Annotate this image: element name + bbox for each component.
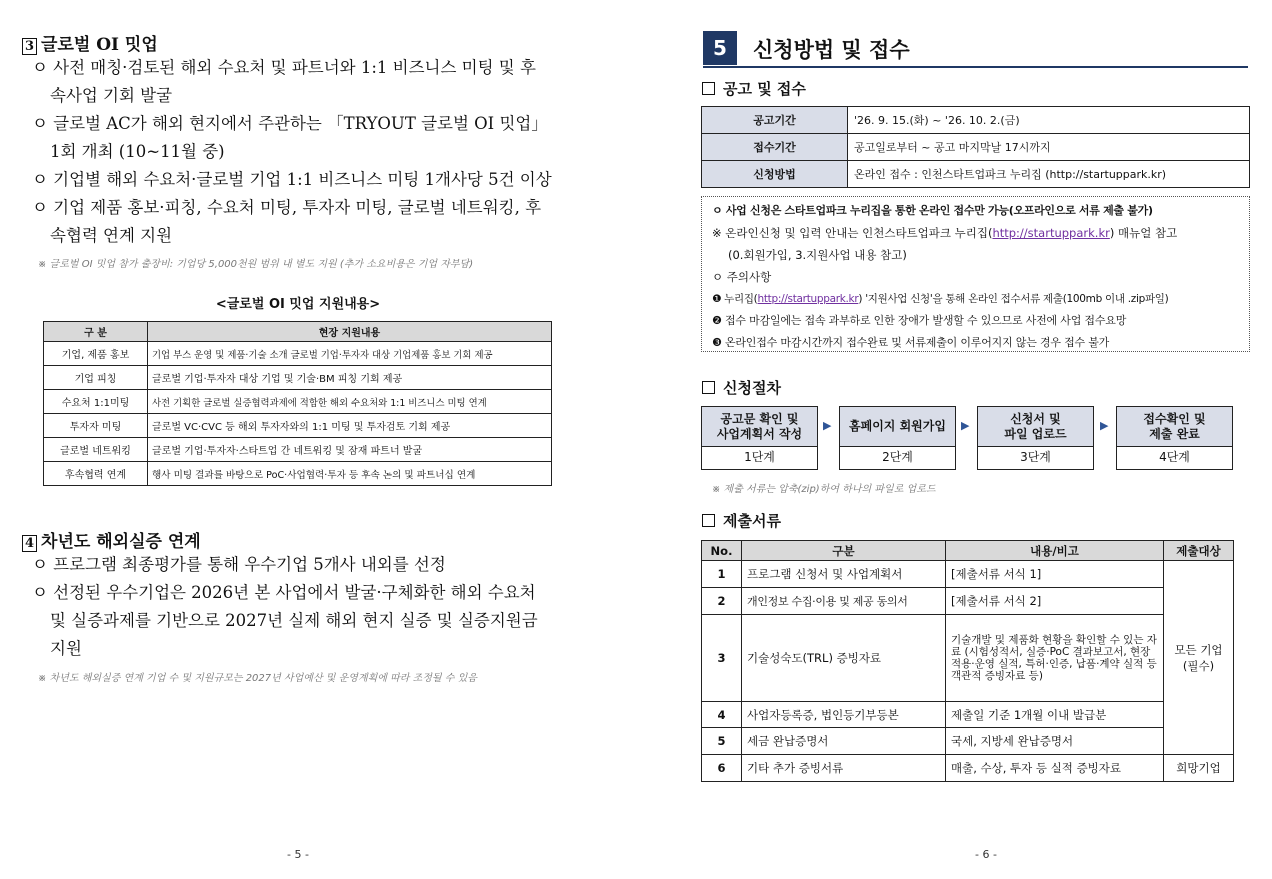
table-cell: 기업, 제품 홍보 bbox=[44, 342, 148, 366]
step-label: 3단계 bbox=[1020, 450, 1051, 464]
table-row bbox=[44, 366, 552, 390]
documents-heading-text: 제출서류 bbox=[723, 512, 781, 530]
section-4-title: 차년도 해외실증 연계 bbox=[41, 532, 201, 552]
row-note: 제출일 기준 1개월 이내 발급분 bbox=[946, 702, 1164, 728]
section-3-number: 3 bbox=[22, 38, 37, 55]
page-number: - 6 - bbox=[975, 848, 997, 861]
step-label: 2단계 bbox=[882, 450, 913, 464]
step-title bbox=[1117, 407, 1232, 447]
bullet-item-cont: 지원 bbox=[50, 639, 82, 658]
info-text: ❶ 누리집( bbox=[712, 293, 758, 305]
notice-heading bbox=[702, 78, 806, 99]
documents-table bbox=[701, 540, 1234, 782]
right-page bbox=[636, 0, 1272, 879]
table-row bbox=[702, 107, 1250, 134]
table-cell: 글로벌 기업·투자자·스타트업 간 네트워킹 및 잠재 파트너 발굴 bbox=[148, 438, 552, 462]
bullet-item-cont: 1회 개최 (10~11월 중) bbox=[50, 142, 225, 161]
chapter-title-underline bbox=[703, 66, 1248, 68]
support-table-title: <글로벌 OI 밋업 지원내용> bbox=[215, 297, 381, 312]
row-value: 공고일로부터 ~ 공고 마지막날 17시까지 bbox=[848, 134, 1250, 161]
row-target bbox=[1164, 561, 1234, 755]
arrow-right-icon: ▶ bbox=[1100, 419, 1109, 432]
row-label: 신청방법 bbox=[702, 161, 848, 188]
info-text: ) 매뉴얼 참고 bbox=[1109, 226, 1178, 240]
table-cell: 후속협력 연계 bbox=[44, 462, 148, 486]
row-note: [제출서류 서식 2] bbox=[946, 588, 1164, 615]
info-line bbox=[712, 222, 1239, 244]
row-label: 접수기간 bbox=[702, 134, 848, 161]
table-cell: 기업 부스 운영 및 제품·기술 소개 글로벌 기업·투자자 대상 기업제품 홍보 기회 제공 bbox=[148, 342, 552, 366]
notice-table bbox=[701, 106, 1250, 188]
row-note: 국세, 지방세 완납증명서 bbox=[946, 728, 1164, 755]
info-text: ※ 온라인신청 및 입력 안내는 인천스타트업파크 누리집( bbox=[712, 226, 993, 240]
step-title bbox=[978, 407, 1093, 447]
row-category: 기타 추가 증빙서류 bbox=[742, 755, 946, 782]
bullet-item: ㅇ 프로그램 최종평가를 통해 우수기업 5개사 내외를 선정 bbox=[32, 555, 446, 574]
row-value: '26. 9. 15.(화) ~ '26. 10. 2.(금) bbox=[848, 107, 1250, 134]
table-row bbox=[44, 342, 552, 366]
target-text: (필수) bbox=[1182, 658, 1215, 673]
step-title-line: 접수확인 및 bbox=[1143, 411, 1206, 426]
table-row bbox=[702, 561, 1234, 588]
checkbox-icon bbox=[702, 381, 715, 394]
step-title-line: 파일 업로드 bbox=[1004, 426, 1067, 441]
table-header-row bbox=[44, 322, 552, 342]
table-row bbox=[702, 755, 1234, 782]
section-4-number: 4 bbox=[22, 535, 37, 552]
step-label: 4단계 bbox=[1159, 450, 1190, 464]
procedure-note: ※ 제출 서류는 압축(zip)하여 하나의 파일로 업로드 bbox=[712, 484, 936, 495]
procedure-step-3 bbox=[977, 406, 1094, 470]
step-title-line: 제출 완료 bbox=[1149, 426, 1200, 441]
bullet-item-cont: 속협력 연계 지원 bbox=[50, 226, 173, 245]
chapter-title: 신청방법 및 접수 bbox=[753, 38, 910, 62]
table-row bbox=[44, 414, 552, 438]
table-row bbox=[44, 390, 552, 414]
row-number: 6 bbox=[702, 755, 742, 782]
application-info-box bbox=[701, 196, 1250, 352]
info-line: ❷ 접수 마감일에는 접속 과부하로 인한 장애가 발생할 수 있으므로 사전에 사업 접수요망 bbox=[712, 314, 1127, 327]
bullet-item: ㅇ 사전 매칭·검토된 해외 수요처 및 파트너와 1:1 비즈니스 미팅 및 후 bbox=[32, 58, 536, 77]
procedure-step-2 bbox=[839, 406, 956, 470]
section-3-bullets bbox=[32, 54, 552, 250]
column-header: 현장 지원내용 bbox=[148, 322, 552, 342]
checkbox-icon bbox=[702, 514, 715, 527]
documents-heading bbox=[702, 510, 781, 531]
row-number: 1 bbox=[702, 561, 742, 588]
row-number: 3 bbox=[702, 615, 742, 702]
info-line bbox=[712, 288, 1239, 310]
row-value: 온라인 접수 : 인천스타트업파크 누리집 (http://startuppark.kr) bbox=[848, 161, 1250, 188]
bullet-item-cont: 속사업 기회 발굴 bbox=[50, 86, 173, 105]
table-cell: 글로벌 네트워킹 bbox=[44, 438, 148, 462]
info-line: ㅇ 사업 신청은 스타트업파크 누리집을 통한 온라인 접수만 가능(오프라인으로 서류 제출 불가) bbox=[712, 204, 1153, 217]
section-3-title: 글로벌 OI 밋업 bbox=[41, 35, 158, 55]
row-label: 공고기간 bbox=[702, 107, 848, 134]
info-text: ) '지원사업 신청'을 통해 온라인 접수서류 제출(100mb 이내 .zip파일) bbox=[858, 293, 1169, 305]
arrow-right-icon: ▶ bbox=[961, 419, 970, 432]
table-row bbox=[44, 462, 552, 486]
table-header-row bbox=[702, 541, 1234, 561]
column-header: 구 분 bbox=[44, 322, 148, 342]
table-row bbox=[702, 161, 1250, 188]
section-3-note: ※ 글로벌 OI 밋업 참가 출장비: 기업당 5,000천원 범위 내 별도 지원 (추가 소요비용은 기업 자부담) bbox=[38, 259, 474, 270]
procedure-heading-text: 신청절차 bbox=[723, 379, 781, 397]
startuppark-link[interactable]: http://startuppark.kr bbox=[992, 226, 1110, 240]
procedure-step-1 bbox=[701, 406, 818, 470]
step-label: 1단계 bbox=[744, 450, 775, 464]
row-note: [제출서류 서식 1] bbox=[946, 561, 1164, 588]
column-header: 제출대상 bbox=[1164, 541, 1234, 561]
page-number: - 5 - bbox=[287, 848, 309, 861]
row-number: 5 bbox=[702, 728, 742, 755]
row-category: 세금 완납증명서 bbox=[742, 728, 946, 755]
table-cell: 글로벌 VC·CVC 등 해외 투자자와의 1:1 미팅 및 투자검토 기회 제공 bbox=[148, 414, 552, 438]
step-title-line: 공고문 확인 및 bbox=[720, 411, 799, 426]
table-row bbox=[702, 728, 1234, 755]
row-number: 2 bbox=[702, 588, 742, 615]
procedure-heading bbox=[702, 377, 781, 398]
target-text: 모든 기업 bbox=[1174, 642, 1223, 657]
step-title-line: 홈페이지 회원가입 bbox=[849, 419, 946, 433]
table-cell: 사전 기획한 글로벌 실증협력과제에 적합한 해외 수요처와 1:1 비즈니스 미팅 연계 bbox=[148, 390, 552, 414]
row-category: 개인정보 수집·이용 및 제공 동의서 bbox=[742, 588, 946, 615]
arrow-right-icon: ▶ bbox=[823, 419, 832, 432]
table-cell: 기업 피칭 bbox=[44, 366, 148, 390]
table-row bbox=[702, 588, 1234, 615]
support-table bbox=[43, 321, 552, 486]
info-line: ❸ 온라인접수 마감시간까지 접수완료 및 서류제출이 이루어지지 않는 경우 접수 불가 bbox=[712, 336, 1110, 349]
bullet-item-cont: 및 실증과제를 기반으로 2027년 실제 해외 현지 실증 및 실증지원금 bbox=[50, 611, 538, 630]
column-header: 구분 bbox=[742, 541, 946, 561]
row-category: 프로그램 신청서 및 사업계획서 bbox=[742, 561, 946, 588]
row-category: 기술성숙도(TRL) 증빙자료 bbox=[742, 615, 946, 702]
row-note: 매출, 수상, 투자 등 실적 증빙자료 bbox=[946, 755, 1164, 782]
row-number: 4 bbox=[702, 702, 742, 728]
startuppark-link[interactable]: http://startuppark.kr bbox=[757, 293, 859, 305]
step-title bbox=[840, 407, 955, 447]
row-category: 사업자등록증, 법인등기부등본 bbox=[742, 702, 946, 728]
section-4-note: ※ 차년도 해외실증 연계 기업 수 및 지원규모는 2027년 사업예산 및 운영계획에 따라 조정될 수 있음 bbox=[38, 673, 477, 684]
bullet-item: ㅇ 글로벌 AC가 해외 현지에서 주관하는 「TRYOUT 글로벌 OI 밋업」 bbox=[32, 114, 548, 133]
info-line: (0.회원가입, 3.지원사업 내용 참고) bbox=[728, 248, 907, 262]
section-4-bullets bbox=[32, 551, 538, 663]
procedure-step-4 bbox=[1116, 406, 1233, 470]
section-3-heading bbox=[22, 30, 158, 55]
step-title-line: 사업계획서 작성 bbox=[716, 426, 803, 441]
bullet-item: ㅇ 기업별 해외 수요처·글로벌 기업 1:1 비즈니스 미팅 1개사당 5건 이상 bbox=[32, 170, 552, 189]
step-title bbox=[702, 407, 817, 447]
section-4-heading bbox=[22, 527, 201, 552]
table-row bbox=[702, 134, 1250, 161]
checkbox-icon bbox=[702, 82, 715, 95]
table-cell: 글로벌 기업·투자자 대상 기업 및 기술·BM 피칭 기회 제공 bbox=[148, 366, 552, 390]
table-row bbox=[702, 702, 1234, 728]
bullet-item: ㅇ 선정된 우수기업은 2026년 본 사업에서 발굴·구체화한 해외 수요처 bbox=[32, 583, 536, 602]
bullet-item: ㅇ 기업 제품 홍보·피칭, 수요처 미팅, 투자자 미팅, 글로벌 네트워킹, 후 bbox=[32, 198, 542, 217]
column-header: No. bbox=[702, 541, 742, 561]
table-cell: 행사 미팅 결과를 바탕으로 PoC·사업협력·투자 등 후속 논의 및 파트너십 연계 bbox=[148, 462, 552, 486]
step-title-line: 신청서 및 bbox=[1010, 411, 1061, 426]
table-cell: 투자자 미팅 bbox=[44, 414, 148, 438]
chapter-number-badge: 5 bbox=[703, 31, 737, 65]
notice-heading-text: 공고 및 접수 bbox=[723, 80, 806, 98]
column-header: 내용/비고 bbox=[946, 541, 1164, 561]
row-target: 희망기업 bbox=[1164, 755, 1234, 782]
table-row bbox=[44, 438, 552, 462]
info-line: ㅇ 주의사항 bbox=[712, 270, 772, 284]
table-cell: 수요처 1:1미팅 bbox=[44, 390, 148, 414]
table-row bbox=[702, 615, 1234, 702]
row-note: 기술개발 및 제품화 현황을 확인할 수 있는 자료 (시험성적서, 실증·PoC 결과보고서, 현장 적용·운영 실적, 특허·인증, 납품·계약 실적 등 객관적 증빙자료 등) bbox=[946, 615, 1164, 702]
